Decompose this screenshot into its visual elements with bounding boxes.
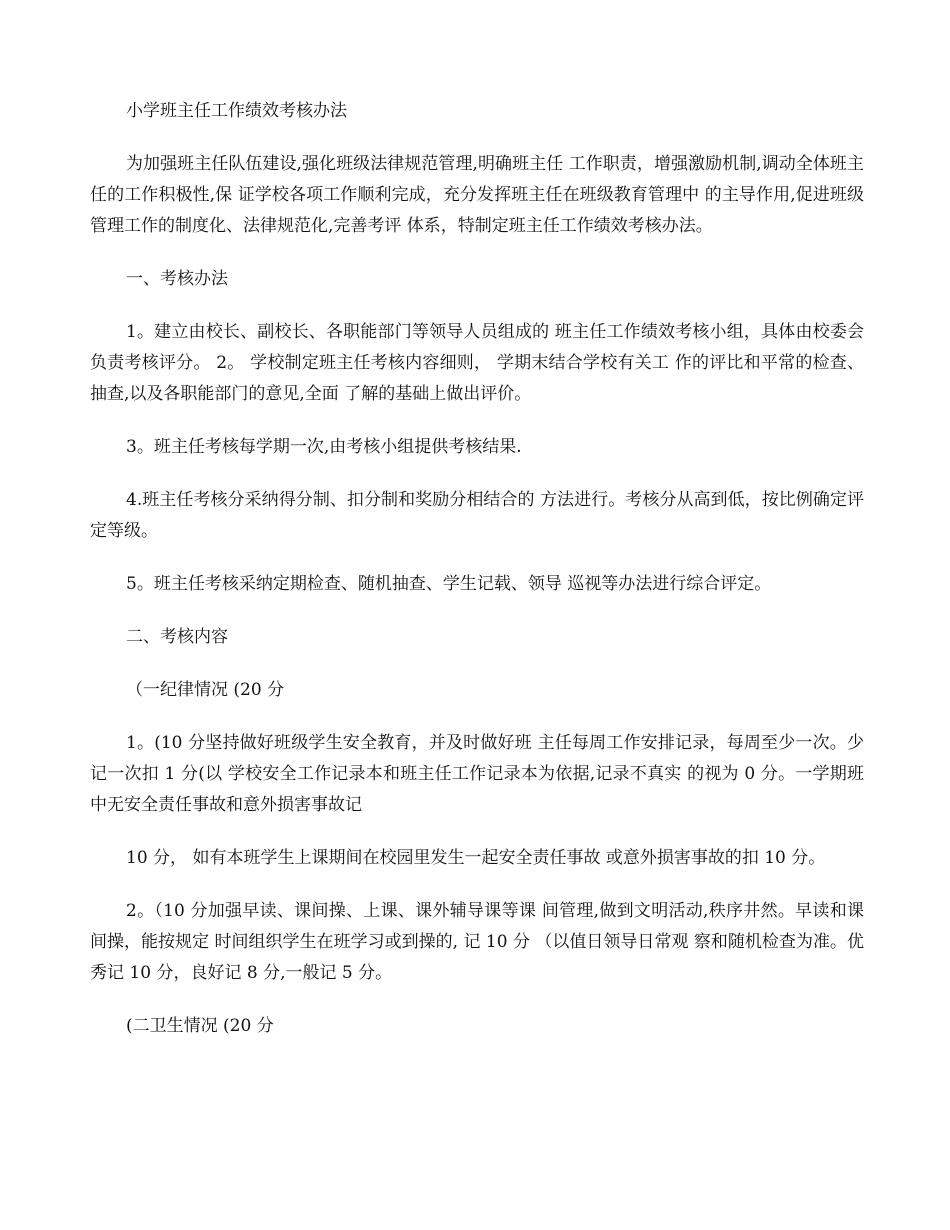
subsection-heading-hygiene: (二卫生情况 (20 分 (126, 1016, 274, 1036)
paragraph-item-1: 1。建立由校长、副校长、各职能部门等领导人员组成的 班主任工作绩效考核小组，具体由校委会负责考核评分。 2。 学校制定班主任考核内容细则， 学期末结合学校有关工 作的评比和平常的检查、抽查,以及各职能部门的意见,全面 了解的基础上做出评价。 (90, 322, 864, 404)
paragraph-discipline-1: 1。(10 分坚持做好班级学生安全教育，并及时做好班 主任每周工作安排记录，每周至少一次。少记一次扣 1 分(以 学校安全工作记录本和班主任工作记录本为依据,记录不真实 的视为 0 分。一学期班中无安全责任事故和意外损害事故记 (90, 733, 864, 815)
paragraph-item-3: 3。班主任考核每学期一次,由考核小组提供考核结果. (126, 437, 522, 457)
paragraph-discipline-1-continued: 10 分， 如有本班学生上课期间在校园里发生一起安全责任事故 或意外损害事故的扣 10 分。 (126, 848, 826, 868)
section-heading-assessment-content: 二、考核内容 (126, 627, 228, 647)
paragraph-item-5: 5。班主任考核采纳定期检查、随机抽查、学生记载、领导 巡视等办法进行综合评定。 (126, 574, 772, 594)
subsection-heading-discipline: （一纪律情况 (20 分 (126, 680, 285, 700)
section-heading-assessment-method: 一、考核办法 (126, 269, 228, 289)
document-body (90, 96, 864, 1064)
paragraph-item-4: 4.班主任考核分采纳得分制、扣分制和奖励分相结合的 方法进行。考核分从高到低，按比例确定评定等级。 (90, 490, 864, 541)
intro-paragraph: 为加强班主任队伍建设,强化班级法律规范管理,明确班主任 工作职责，增强激励机制,调动全体班主任的工作积极性,保 证学校各项工作顺利完成，充分发挥班主任在班级教育管理中 的主导作用,促进班级管理工作的制度化、法律规范化,完善考评 体系，特制定班主任工作绩效考核办法。 (90, 154, 864, 236)
paragraph-discipline-2: 2。（10 分加强早读、课间操、上课、课外辅导课等课 间管理,做到文明活动,秩序井然。早读和课间操，能按规定 时间组织学生在班学习或到操的, 记 10 分 （以值日领导日常观 察和随机检查为准。优秀记 10 分，良好记 8 分,一般记 5 分。 (90, 901, 864, 983)
document-title: 小学班主任工作绩效考核办法 (126, 101, 347, 121)
